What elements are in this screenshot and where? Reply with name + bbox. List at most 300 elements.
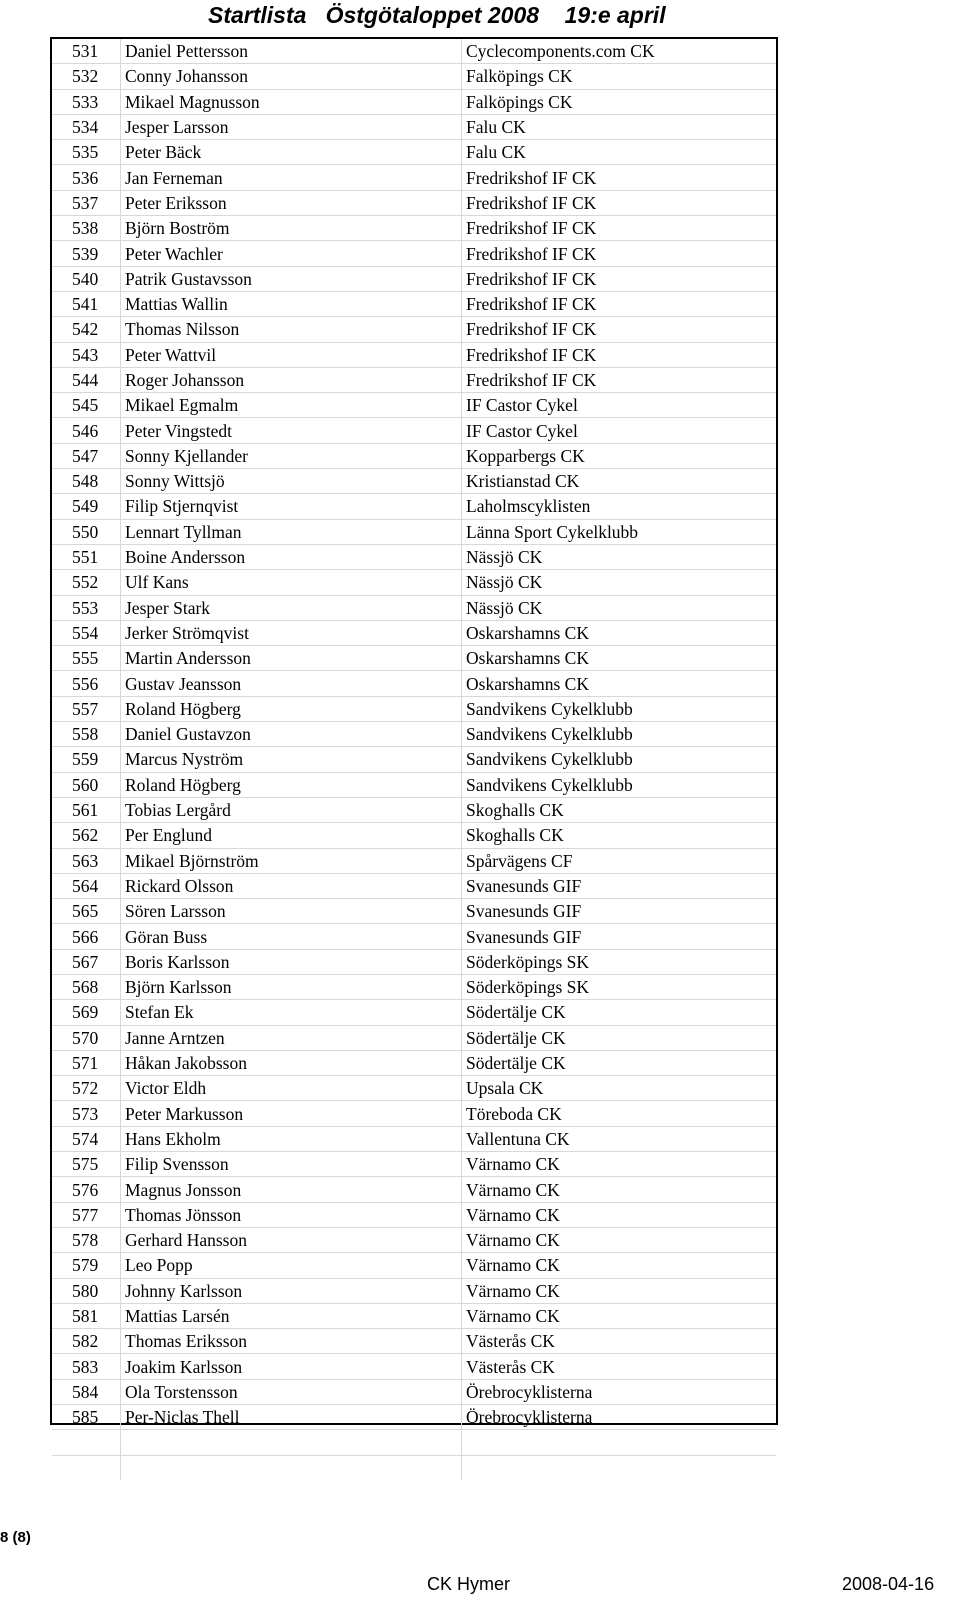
rider-name-text: Peter Wattvil (125, 344, 217, 365)
start-number (52, 241, 121, 266)
rider-name (121, 1025, 462, 1050)
table-row (52, 1253, 776, 1278)
start-number-text: 572 (72, 1078, 99, 1099)
club-name-text: Fredrikshof IF CK (466, 167, 597, 188)
start-number-text: 541 (72, 294, 99, 315)
club-name (462, 418, 777, 443)
rider-name-text: Magnus Jonsson (125, 1179, 242, 1200)
table-row (52, 1050, 776, 1075)
rider-name-text: Hans Ekholm (125, 1128, 221, 1149)
club-name-text: Värnamo CK (466, 1230, 560, 1251)
print-date: 2008-04-16 (842, 1574, 935, 1594)
table-row (52, 544, 776, 569)
rider-name (121, 1379, 462, 1404)
start-number-text: 559 (72, 749, 99, 770)
start-number (52, 722, 121, 747)
start-number (52, 797, 121, 822)
start-number (52, 519, 121, 544)
rider-name-text: Mikael Björnström (125, 850, 259, 871)
start-number-text: 571 (72, 1053, 99, 1074)
start-number (52, 1050, 121, 1075)
rider-name (121, 494, 462, 519)
club-name-text: Svanesunds GIF (466, 875, 582, 896)
rider-name (121, 241, 462, 266)
club-name (462, 469, 777, 494)
rider-name (121, 216, 462, 241)
table-row (52, 443, 776, 468)
rider-name-text: Janne Arntzen (125, 1027, 225, 1048)
club-name-text: Nässjö CK (466, 547, 543, 568)
rider-name-text: Björn Boström (125, 218, 230, 239)
club-name-text: Fredrikshof IF CK (466, 319, 597, 340)
club-name (462, 696, 777, 721)
club-name-text: Södertälje CK (466, 1002, 566, 1023)
table-row (52, 1025, 776, 1050)
club-name (462, 1430, 777, 1455)
rider-name-text: Per Englund (125, 825, 213, 846)
start-number (52, 1303, 121, 1328)
table-row (52, 823, 776, 848)
start-number-text: 570 (72, 1027, 99, 1048)
table-row (52, 1278, 776, 1303)
rider-name-text: Filip Stjernqvist (125, 496, 239, 517)
club-name (462, 646, 777, 671)
rider-name-text: Marcus Nyström (125, 749, 244, 770)
rider-name (121, 1101, 462, 1126)
rider-name (121, 190, 462, 215)
table-row (52, 747, 776, 772)
rider-name-text: Sonny Wittsjö (125, 471, 225, 492)
start-number-text: 565 (72, 901, 99, 922)
club-name (462, 1405, 777, 1430)
start-number-text: 531 (72, 41, 99, 62)
club-name (462, 1379, 777, 1404)
table-row (52, 39, 776, 64)
start-number-text: 560 (72, 774, 99, 795)
table-row (52, 89, 776, 114)
rider-name (121, 949, 462, 974)
club-name-text: Spårvägens CF (466, 850, 573, 871)
start-number (52, 140, 121, 165)
club-name-text: Sandvikens Cykelklubb (466, 698, 633, 719)
start-number (52, 165, 121, 190)
start-number-text: 551 (72, 547, 99, 568)
club-name-text: Oskarshamns CK (466, 648, 589, 669)
rider-name (121, 1430, 462, 1455)
club-name-text: Töreboda CK (466, 1103, 562, 1124)
club-name-text: Fredrikshof IF CK (466, 243, 597, 264)
club-name (462, 772, 777, 797)
table-row (52, 848, 776, 873)
table-row (52, 1303, 776, 1328)
rider-name-text: Thomas Jönsson (125, 1204, 242, 1225)
start-number-text: 569 (72, 1002, 99, 1023)
rider-name-text: Jesper Larsson (125, 117, 229, 138)
start-number-text: 533 (72, 91, 99, 112)
rider-name-text: Johnny Karlsson (125, 1280, 243, 1301)
rider-name-text: Daniel Pettersson (125, 41, 248, 62)
club-name (462, 671, 777, 696)
club-name-text: Nässjö CK (466, 572, 543, 593)
table-row (52, 494, 776, 519)
table-row (52, 1152, 776, 1177)
table-row (52, 393, 776, 418)
rider-name-text: Jesper Stark (125, 597, 211, 618)
start-number (52, 772, 121, 797)
table-row (52, 342, 776, 367)
start-number (52, 1126, 121, 1151)
start-number (52, 873, 121, 898)
start-number-text: 557 (72, 698, 99, 719)
table-row (52, 469, 776, 494)
rider-name (121, 165, 462, 190)
table-row (52, 1101, 776, 1126)
rider-name-text: Peter Vingstedt (125, 420, 233, 441)
rider-name (121, 89, 462, 114)
rider-name-text: Roland Högberg (125, 698, 241, 719)
rider-name-text: Jerker Strömqvist (125, 622, 249, 643)
club-name-text: Värnamo CK (466, 1280, 560, 1301)
start-number (52, 393, 121, 418)
start-number-text: 537 (72, 192, 99, 213)
start-number-text: 534 (72, 117, 99, 138)
club-name (462, 114, 777, 139)
start-number (52, 494, 121, 519)
table-row (52, 974, 776, 999)
rider-name-text: Håkan Jakobsson (125, 1053, 247, 1074)
club-name-text: Falköpings CK (466, 91, 573, 112)
table-row (52, 671, 776, 696)
rider-name (121, 519, 462, 544)
club-name-text: Oskarshamns CK (466, 673, 589, 694)
start-number (52, 64, 121, 89)
rider-name-text: Peter Markusson (125, 1103, 244, 1124)
club-name (462, 747, 777, 772)
table-row (52, 216, 776, 241)
rider-name-text: Per-Niclas Thell (125, 1407, 240, 1428)
rider-name (121, 266, 462, 291)
start-number (52, 924, 121, 949)
rider-name (121, 393, 462, 418)
rider-name-text: Mattias Wallin (125, 294, 228, 315)
start-number (52, 595, 121, 620)
club-name (462, 848, 777, 873)
rider-name (121, 899, 462, 924)
club-name-text: Falu CK (466, 117, 526, 138)
table-row (52, 595, 776, 620)
start-number (52, 646, 121, 671)
start-number (52, 39, 121, 64)
club-name-text: Sandvikens Cykelklubb (466, 774, 633, 795)
start-number (52, 1025, 121, 1050)
start-number (52, 570, 121, 595)
rider-name-text: Göran Buss (125, 926, 208, 947)
club-name (462, 823, 777, 848)
start-number-text: 585 (72, 1407, 99, 1428)
start-number-text: 543 (72, 344, 99, 365)
club-name-text: Södertälje CK (466, 1053, 566, 1074)
start-number-text: 542 (72, 319, 99, 340)
table-row (52, 266, 776, 291)
start-number-text: 579 (72, 1255, 99, 1276)
rider-name-text: Boris Karlsson (125, 951, 230, 972)
rider-name-text: Peter Eriksson (125, 192, 227, 213)
start-number (52, 443, 121, 468)
table-row (52, 114, 776, 139)
rider-name-text: Stefan Ek (125, 1002, 194, 1023)
rider-name-text: Conny Johansson (125, 66, 248, 87)
club-name-text: Värnamo CK (466, 1154, 560, 1175)
rider-name-text: Thomas Eriksson (125, 1331, 248, 1352)
rider-name (121, 291, 462, 316)
start-number-text: 544 (72, 370, 99, 390)
start-number-text: 545 (72, 395, 99, 416)
club-name-text: Västerås CK (466, 1331, 555, 1352)
rider-name (121, 317, 462, 342)
start-number-text: 554 (72, 622, 99, 643)
rider-name-text: Joakim Karlsson (125, 1356, 243, 1377)
rider-name-text: Jan Ferneman (125, 167, 223, 188)
start-number (52, 671, 121, 696)
club-name (462, 1354, 777, 1379)
table-row (52, 1000, 776, 1025)
start-number-text: 539 (72, 243, 99, 264)
club-name (462, 393, 777, 418)
club-name (462, 974, 777, 999)
club-name-text: Örebrocyklisterna (466, 1407, 593, 1428)
start-number-text: 563 (72, 850, 99, 871)
rider-name (121, 974, 462, 999)
table-row (52, 190, 776, 215)
club-name-text: Nässjö CK (466, 597, 543, 618)
rider-name (121, 873, 462, 898)
table-row (52, 772, 776, 797)
club-name-text: Fredrikshof IF CK (466, 294, 597, 315)
rider-name-text: Patrik Gustavsson (125, 268, 252, 289)
club-name (462, 266, 777, 291)
rider-name (121, 140, 462, 165)
rider-name (121, 1455, 462, 1480)
club-name-text: Söderköpings SK (466, 977, 589, 998)
club-name (462, 367, 777, 392)
rider-name (121, 570, 462, 595)
start-number-text: 574 (72, 1128, 99, 1149)
table-row (52, 924, 776, 949)
club-name-text: Falköpings CK (466, 66, 573, 87)
club-name-text: Vallentuna CK (466, 1128, 570, 1149)
start-number-text: 562 (72, 825, 99, 846)
club-name (462, 89, 777, 114)
rider-name (121, 39, 462, 64)
table-row (52, 1329, 776, 1354)
start-number-text: 573 (72, 1103, 99, 1124)
rider-name (121, 1177, 462, 1202)
club-name (462, 1177, 777, 1202)
club-name (462, 924, 777, 949)
start-number (52, 190, 121, 215)
rider-name-text: Roland Högberg (125, 774, 241, 795)
start-number-text: 558 (72, 724, 99, 745)
rider-name-text: Gustav Jeansson (125, 673, 242, 694)
start-number-text: 555 (72, 648, 99, 669)
club-name (462, 64, 777, 89)
club-name (462, 1227, 777, 1252)
table-row (52, 367, 776, 392)
table-row (52, 519, 776, 544)
table-row (52, 241, 776, 266)
start-number-text: 553 (72, 597, 99, 618)
start-number (52, 848, 121, 873)
rider-name-text: Daniel Gustavzon (125, 724, 251, 745)
start-number (52, 1430, 121, 1455)
organizer-name: CK Hymer (427, 1574, 511, 1594)
club-name (462, 544, 777, 569)
club-name (462, 291, 777, 316)
page-number: 8 (8) (0, 1529, 31, 1546)
club-name-text: Svanesunds GIF (466, 901, 582, 922)
start-number (52, 367, 121, 392)
club-name (462, 140, 777, 165)
club-name-text: Upsala CK (466, 1078, 544, 1099)
rider-name-text: Filip Svensson (125, 1154, 229, 1175)
rider-name (121, 1076, 462, 1101)
club-name-text: Fredrikshof IF CK (466, 344, 597, 365)
rider-name (121, 64, 462, 89)
club-name (462, 241, 777, 266)
rider-name-text: Martin Andersson (125, 648, 251, 669)
rider-name-text: Björn Karlsson (125, 977, 232, 998)
club-name-text: Fredrikshof IF CK (466, 370, 597, 390)
rider-name-text: Mikael Egmalm (125, 395, 239, 416)
rider-name-text: Mikael Magnusson (125, 91, 260, 112)
rider-name (121, 671, 462, 696)
club-name (462, 1202, 777, 1227)
table-row (52, 899, 776, 924)
start-number (52, 1278, 121, 1303)
rider-name-text: Tobias Lergård (125, 800, 231, 821)
startlist-rows (52, 39, 776, 1480)
table-row (52, 291, 776, 316)
club-name-text: IF Castor Cykel (466, 420, 578, 441)
club-name-text: Söderköpings SK (466, 951, 589, 972)
rider-name (121, 1253, 462, 1278)
club-name (462, 1126, 777, 1151)
rider-name (121, 1227, 462, 1252)
club-name (462, 1303, 777, 1328)
start-number (52, 1379, 121, 1404)
start-number-text: 584 (72, 1381, 99, 1402)
start-number (52, 747, 121, 772)
start-number (52, 1076, 121, 1101)
table-row (52, 797, 776, 822)
club-name (462, 1050, 777, 1075)
start-number (52, 114, 121, 139)
start-number (52, 544, 121, 569)
rider-name-text: Sören Larsson (125, 901, 226, 922)
club-name (462, 1025, 777, 1050)
start-number (52, 291, 121, 316)
start-number-text: 567 (72, 951, 99, 972)
table-row (52, 1430, 776, 1455)
club-name (462, 595, 777, 620)
rider-name (121, 1000, 462, 1025)
club-name (462, 1329, 777, 1354)
rider-name (121, 595, 462, 620)
club-name-text: Fredrikshof IF CK (466, 218, 597, 239)
club-name-text: Kristianstad CK (466, 471, 580, 492)
rider-name-text: Lennart Tyllman (125, 521, 242, 542)
table-row (52, 1076, 776, 1101)
start-number-text: 536 (72, 167, 99, 188)
rider-name-text: Mattias Larsén (125, 1305, 230, 1326)
table-row (52, 1202, 776, 1227)
start-number (52, 1101, 121, 1126)
page-title: Startlista Östgötaloppet 2008 19:e april (208, 2, 666, 28)
club-name (462, 1253, 777, 1278)
start-number-text: 552 (72, 572, 99, 593)
start-number (52, 216, 121, 241)
table-row (52, 1354, 776, 1379)
start-number (52, 1177, 121, 1202)
rider-name (121, 646, 462, 671)
table-row (52, 1126, 776, 1151)
club-name-text: Svanesunds GIF (466, 926, 582, 947)
start-number (52, 469, 121, 494)
club-name-text: Länna Sport Cykelklubb (466, 521, 639, 542)
rider-name (121, 367, 462, 392)
rider-name (121, 1303, 462, 1328)
start-number (52, 696, 121, 721)
start-number (52, 949, 121, 974)
table-row (52, 418, 776, 443)
rider-name-text: Thomas Nilsson (125, 319, 240, 340)
table-row (52, 1227, 776, 1252)
club-name-text: Skoghalls CK (466, 825, 564, 846)
rider-name (121, 443, 462, 468)
rider-name-text: Ola Torstensson (125, 1381, 238, 1402)
club-name-text: Värnamo CK (466, 1204, 560, 1225)
rider-name (121, 620, 462, 645)
rider-name (121, 747, 462, 772)
rider-name-text: Leo Popp (125, 1255, 193, 1276)
club-name-text: Örebrocyklisterna (466, 1381, 593, 1402)
table-row (52, 165, 776, 190)
start-number (52, 1329, 121, 1354)
table-row (52, 317, 776, 342)
rider-name (121, 1278, 462, 1303)
club-name (462, 797, 777, 822)
rider-name-text: Sonny Kjellander (125, 445, 248, 466)
club-name-text: Västerås CK (466, 1356, 555, 1377)
club-name-text: Falu CK (466, 142, 526, 163)
table-row (52, 646, 776, 671)
rider-name (121, 469, 462, 494)
rider-name-text: Gerhard Hansson (125, 1230, 247, 1251)
rider-name (121, 1354, 462, 1379)
start-number-text: 566 (72, 926, 99, 947)
start-number (52, 1455, 121, 1480)
start-number (52, 1405, 121, 1430)
table-row (52, 64, 776, 89)
table-row (52, 949, 776, 974)
start-number-text: 549 (72, 496, 99, 517)
table-row (52, 620, 776, 645)
rider-name (121, 1329, 462, 1354)
club-name (462, 1152, 777, 1177)
club-name-text: Värnamo CK (466, 1305, 560, 1326)
club-name (462, 165, 777, 190)
start-number-text: 582 (72, 1331, 99, 1352)
